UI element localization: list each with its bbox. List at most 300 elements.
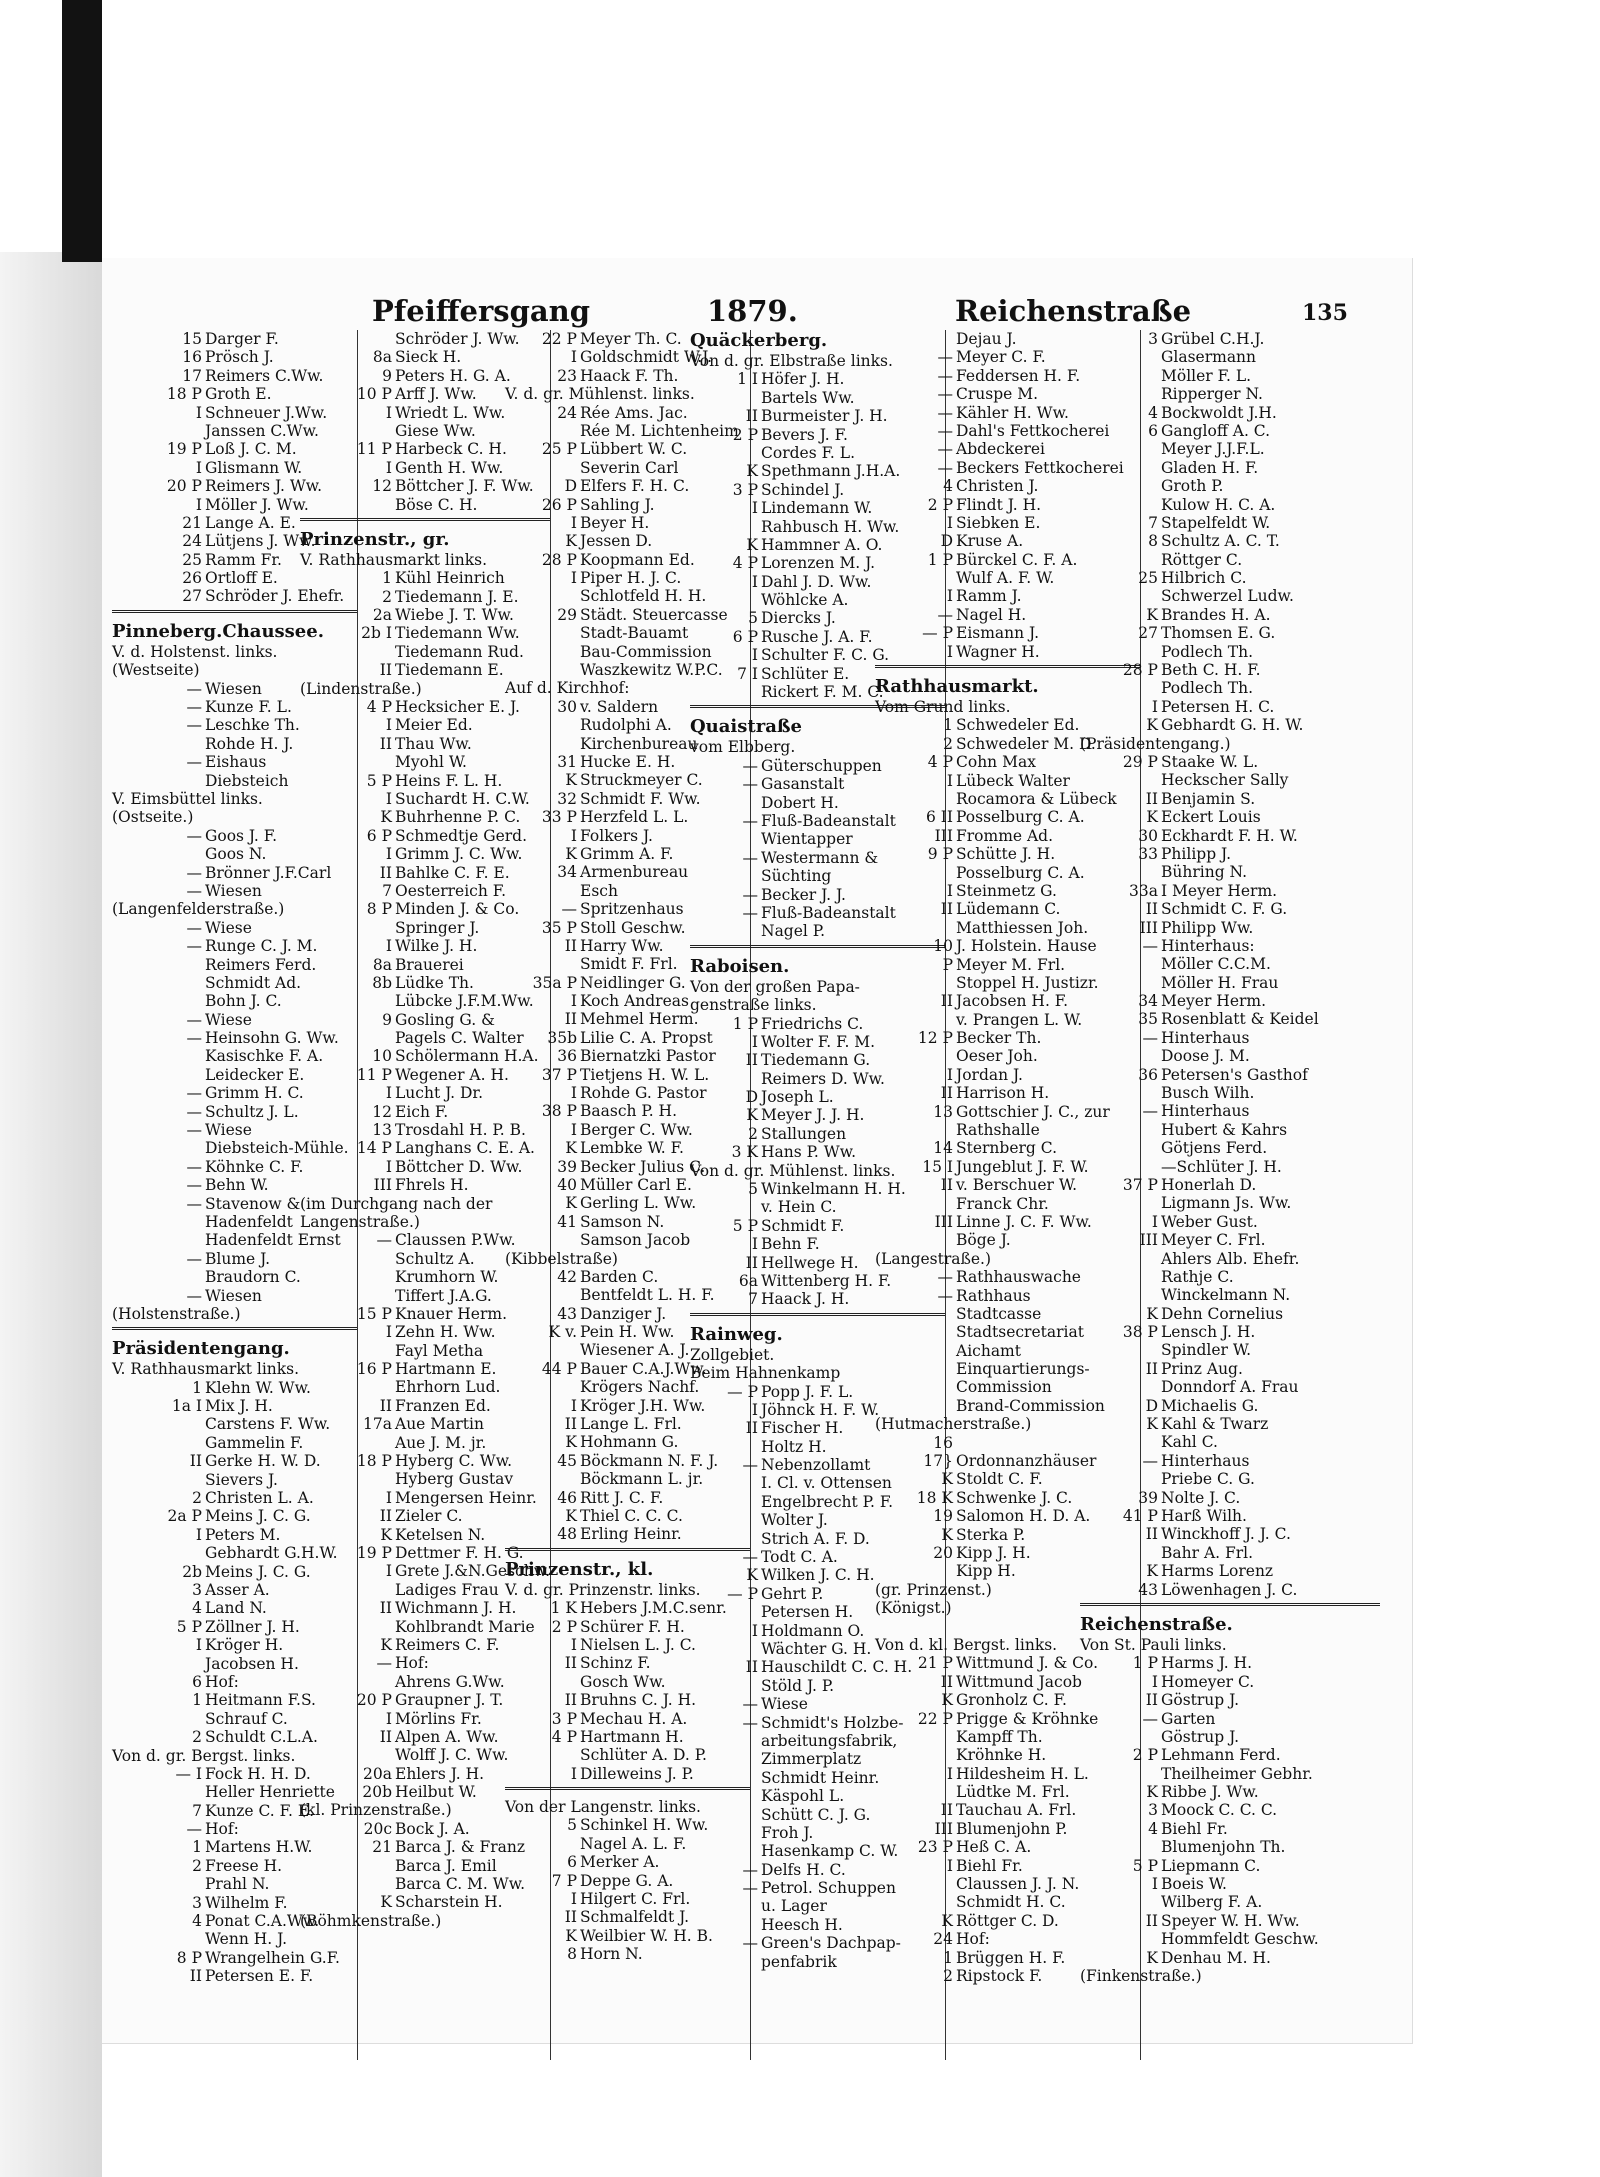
resident-name: Barca J. & Franz [395,1838,526,1857]
resident-name: Suchardt H. C.W. [395,789,530,808]
house-number [690,1438,758,1456]
house-number: I [570,513,577,532]
house-number [505,1378,577,1396]
house-number: 38 P [1122,1323,1158,1342]
resident-name: Schwerzel Ludw. [1161,587,1294,606]
resident-name: Jacobsen H. F. [956,992,1069,1011]
resident-name: Darger F. [205,330,279,348]
resident-name: Wiese [205,918,252,937]
resident-name [953,1618,956,1636]
resident-name: Kohlbrandt Marie [395,1617,535,1636]
resident-name: Meyer Herm. [1161,992,1267,1011]
resident-name: Petersen H. [761,1603,854,1622]
directory-entry [1080,624,1380,642]
house-number: K [1146,808,1158,827]
house-number: 5 P [366,771,392,790]
house-number: II [745,407,758,426]
resident-name: Aichamt [956,1341,1021,1360]
page-edge-shadow [0,252,102,2177]
resident-name: Barca J. Emil [395,1856,497,1875]
house-number: 2a P [167,1507,202,1526]
house-number: 7 [192,1801,202,1820]
directory-entry [1080,1415,1380,1433]
house-number [505,1341,577,1359]
resident-name: Speyer W. H. Ww. [1161,1911,1300,1930]
house-number: I [946,587,953,606]
directory-entry [1080,1489,1380,1507]
resident-name: Hilbrich C. [1161,569,1247,588]
resident-name: Ehlers J. H. [395,1764,485,1783]
resident-name: Wiesen [205,679,262,698]
house-number [505,422,577,440]
house-number: II [564,1010,577,1029]
house-number: 15 I [922,1157,953,1176]
resident-name: Langhans C. E. A. [395,1139,535,1158]
resident-name: Kampff Th. [956,1727,1043,1746]
house-number [875,1323,953,1341]
directory-entry [1080,1010,1380,1028]
resident-name: Buhrhenne P. C. [395,808,521,827]
resident-name: Rathshalle [956,1121,1040,1140]
house-number: — [937,1268,953,1287]
resident-name: Becker Julius C. [580,1157,706,1176]
house-number: — [937,403,953,422]
house-number: — [1142,1451,1158,1470]
house-number: — [937,366,953,385]
resident-name: Lange A. E. [205,513,296,532]
house-number: 10 [933,937,953,956]
house-number: — [376,1654,392,1673]
directory-entry [1080,1231,1380,1249]
house-number [1080,1893,1158,1911]
house-number: 18 K [916,1488,953,1507]
house-number [300,1434,392,1452]
house-number: — [186,753,202,772]
house-number: I [385,845,392,864]
resident-name: Prinz Aug. [1161,1359,1243,1378]
directory-entry [1080,551,1380,569]
house-number: 16 P [356,1360,392,1379]
house-number: D [940,532,953,551]
resident-name: Loß J. C. M. [205,440,297,459]
resident-name: Feddersen H. F. [956,366,1081,385]
resident-name: Gehrt P. [761,1584,824,1603]
resident-name: Süchting [761,867,832,886]
house-number [1080,1433,1158,1451]
house-number: — [742,1695,758,1714]
street-heading: Rathhausmarkt. [875,676,1039,698]
resident-name: Böge J. [956,1231,1011,1250]
house-number [1080,1930,1158,1948]
house-number: 28 P [1122,661,1158,680]
resident-name: Hellwege H. [761,1253,859,1272]
house-number [690,1070,758,1088]
resident-name: Biehl Fr. [1161,1819,1228,1838]
house-number [112,1544,202,1562]
house-number [875,1195,953,1213]
resident-name: Zehn H. Ww. [395,1323,496,1342]
house-number [690,1732,758,1750]
resident-name: Dehn Cornelius [1161,1304,1284,1323]
resident-name: Hartmann H. [580,1727,684,1746]
house-number: 46 [557,1488,577,1507]
resident-name: Schürer F. H. [580,1617,685,1636]
house-number: 2 [192,1856,202,1875]
resident-name: Wilhelm F. [205,1893,288,1912]
house-number [875,919,953,937]
resident-name: Zöllner J. H. [205,1617,300,1636]
house-number [690,591,758,609]
house-number [690,922,758,940]
house-number [505,661,577,679]
resident-name: Hinterhaus [1161,1028,1250,1047]
street-heading: Quaistraße [690,716,802,738]
resident-name: Engelbrecht P. F. [761,1492,894,1511]
house-number [300,1250,392,1268]
house-number: — [186,918,202,937]
resident-name: Möller J. Ww. [205,495,309,514]
resident-name: Schütte J. H. [956,845,1056,864]
resident-name: Peters M. [205,1525,281,1544]
house-number [505,735,577,753]
house-number [1080,1268,1158,1286]
house-number: K [941,1691,953,1710]
directory-entry [1080,974,1380,992]
house-number [300,1378,392,1396]
directory-entry [1080,1820,1380,1838]
house-number: 20 P [356,1691,392,1710]
house-number: II [379,1507,392,1526]
house-number: 34 [557,863,577,882]
resident-name: Reimers J. Ww. [205,477,323,496]
resident-name: Hasenkamp C. W. [761,1842,899,1861]
directory-entry [1080,1029,1380,1047]
house-number: 37 P [1122,1175,1158,1194]
resident-name: Hommfeldt Geschw. [1161,1930,1319,1949]
resident-name: Petersen E. F. [205,1967,314,1986]
resident-name: arbeitungsfabrik, [761,1731,898,1750]
resident-name: Alpen A. Ww. [395,1727,499,1746]
house-number: 1 [192,1691,202,1710]
house-number: — [186,1102,202,1121]
house-number [875,974,953,992]
resident-name: Genth H. Ww. [395,458,504,477]
resident-name: Bühring N. [1161,863,1248,882]
resident-name: Flindt J. H. [956,495,1042,514]
house-number: II [940,1176,953,1195]
house-number [1080,955,1158,973]
resident-name: Fischer H. [761,1419,844,1438]
directory-entry [1080,955,1380,973]
house-number: I [1151,1875,1158,1894]
house-number: 2 P [1132,1746,1158,1765]
resident-name: Schultz A. C. T. [1161,532,1280,551]
house-number: I [195,495,202,514]
house-number: 12 P [917,1029,953,1048]
resident-name: Meins J. C. G. [205,1562,311,1581]
house-number [505,716,577,734]
house-number [1080,1470,1158,1488]
resident-name: Heckscher Sally [1161,771,1289,790]
resident-name: Koopmann Ed. [580,550,695,569]
resident-name: Rathje C. [1161,1267,1234,1286]
house-number [690,1824,758,1842]
house-number: II [379,734,392,753]
house-number: 24 [933,1930,953,1949]
resident-name: Kühl Heinrich [395,569,505,588]
resident-name: Posselburg C. A. [956,863,1085,882]
resident-name: Hubert & Kahrs [1161,1120,1288,1139]
house-number: 6 P [732,627,758,646]
house-number: — [742,1713,758,1732]
street-heading: Prinzenstr., gr. [300,528,450,550]
resident-name: Meins J. C. G. [205,1507,311,1526]
resident-name: Gasanstalt [761,775,845,794]
resident-name: Cordes F. L. [761,443,855,462]
house-number: 5 P [176,1617,202,1636]
house-number [1080,643,1158,661]
resident-name: Matthiessen Joh. [956,918,1089,937]
house-number: II [745,1051,758,1070]
resident-name: Baasch P. H. [580,1102,678,1121]
street-note: Von der großen Papa- [690,977,860,996]
resident-name: Piper H. J. C. [580,569,682,588]
house-number: D [1145,1396,1158,1415]
resident-name: Burmeister J. H. [761,407,888,426]
street-note: Zollgebiet. [690,1345,775,1364]
house-number: — [1142,1028,1158,1047]
house-number: I [751,646,758,665]
directory-entry [1080,440,1380,458]
house-number: — [186,881,202,900]
house-number [300,1857,392,1875]
resident-name: Blume J. [205,1249,271,1268]
resident-name: Heesch H. [761,1915,843,1934]
resident-name: Sternberg C. [956,1139,1057,1158]
house-number: — [742,756,758,775]
resident-name: Lüdtke M. Frl. [956,1783,1070,1802]
resident-name: Bauer C.A.J.Ww. [580,1359,707,1378]
resident-name: Kipp J. H. [956,1544,1031,1562]
resident-name: Schwenke J. C. [956,1488,1073,1507]
directory-entry [1080,1893,1380,1911]
resident-name: Kahl C. [1161,1433,1218,1452]
resident-name: Leschke Th. [205,716,300,735]
house-number: 1 [382,569,392,588]
house-number [300,1342,392,1360]
house-number [505,1286,577,1304]
house-number: 35b [547,1028,577,1047]
resident-name [953,1434,956,1452]
resident-name: Einquartierungs- [956,1360,1090,1379]
resident-name: Rickert F. M. C. [761,683,884,702]
house-number: II [564,936,577,955]
house-number: 35 P [541,918,577,937]
resident-name: Kröger J.H. Ww. [580,1396,706,1415]
house-number [690,1198,758,1216]
house-number: 20c [363,1819,392,1838]
directory-entry [1080,1746,1380,1764]
resident-name: Schmidt Heinr. [761,1768,880,1787]
house-number [690,1677,758,1695]
directory-entry [1080,1433,1380,1451]
resident-name: Wächter G. H. [761,1640,872,1658]
resident-name: Schindel J. [761,480,845,499]
house-number: — [186,1194,202,1213]
house-number [875,864,953,882]
resident-name: Lütjens J. Ww. [205,532,316,551]
resident-name: Behn F. [761,1235,820,1254]
house-number: 2 P [551,1617,577,1636]
resident-name: Todt C. A. [761,1548,838,1567]
house-number: — [742,811,758,830]
street-heading: Raboisen. [690,955,790,977]
house-number: 4 P [551,1727,577,1746]
resident-name: Sieck H. [395,348,462,367]
house-number: 8 P [366,900,392,919]
house-number: 1 I [737,370,758,389]
resident-name: Bevers J. F. [761,425,848,444]
resident-name: Harbeck C. H. [395,440,507,459]
resident-name: Hof: [956,1930,990,1949]
house-number: 4 P [927,753,953,772]
house-number: 8 [1148,532,1158,551]
header-right-street: Reichenstraße [955,294,1192,328]
resident-name: Stadtsecretariat [956,1323,1084,1342]
resident-name: Ripstock F. [956,1966,1043,1985]
house-number [300,1268,392,1286]
resident-name: Stoppel H. Justizr. [956,973,1099,992]
resident-name: Barden C. [580,1267,659,1286]
directory-entry [1080,1213,1380,1231]
resident-name: Franzen Ed. [395,1396,491,1415]
resident-name: Abdeckerei [956,440,1045,459]
resident-name: Biernatzki Pastor [580,1047,716,1066]
resident-name: Rusche J. A. F. [761,627,873,646]
resident-name: Commission [956,1378,1052,1397]
resident-name: Kröger H. [205,1636,284,1655]
resident-name: Pagels C. Walter [395,1029,524,1048]
house-number [300,1746,392,1764]
house-number: — [1142,1709,1158,1728]
house-number: I [570,1084,577,1103]
house-number: — [186,1820,202,1839]
house-number: 30 [557,697,577,716]
resident-name: Schröder J. Ww. [395,330,520,348]
resident-name: Hinterhaus [1161,1102,1250,1121]
house-number [300,1618,392,1636]
resident-name: Steinmetz G. [956,881,1057,900]
resident-name: Bockwoldt J.H. [1161,403,1277,422]
resident-name: Schmidt H. C. [956,1893,1066,1912]
resident-name: Thiel C. C. C. [580,1507,683,1525]
house-number: II [745,1658,758,1677]
resident-name: Harrison H. [956,1084,1050,1103]
resident-name: Bürckel C. F. A. [956,550,1078,569]
house-number: 6 II [925,808,953,827]
resident-name: Beth C. H. F. [1161,661,1261,680]
resident-name: Krumhorn W. [395,1268,499,1287]
house-number [300,1287,392,1305]
resident-name: Merker A. [580,1853,660,1872]
house-number [505,459,577,477]
house-number: I [195,403,202,422]
resident-name: Moock C. C. C. [1161,1801,1278,1820]
street-note: V. Rathhausmarkt links. [300,550,488,569]
directory-entry [1080,1470,1380,1488]
resident-name: Böttcher J. F. Ww. [395,477,534,496]
resident-name: Trosdahl H. P. B. [395,1121,526,1140]
resident-name: Hof: [395,1654,429,1673]
directory-entry [1080,1341,1380,1359]
resident-name: v. Berschuer W. [956,1176,1078,1195]
resident-name: Tiedemann Rud. [395,642,524,661]
directory-entry [1080,1544,1380,1562]
resident-name: Holdmann O. [761,1621,865,1640]
resident-name: Wiesen [205,1286,262,1305]
resident-name: Claussen J. J. N. [956,1875,1080,1894]
house-number: I [570,1635,577,1654]
resident-name: Dilleweins J. P. [580,1764,694,1783]
house-number: K [380,1525,392,1544]
house-number [112,1415,202,1433]
resident-name: Hucke E. H. [580,752,676,771]
house-number: 3 K [731,1143,758,1162]
directory-entry [1080,1305,1380,1323]
house-number: I [1151,1212,1158,1231]
house-number: 2 [748,1124,758,1143]
resident-name: Sahling J. [580,495,655,514]
house-number: K [746,1106,758,1125]
resident-name: Gerling L. Ww. [580,1194,697,1213]
house-number [112,1066,202,1084]
house-number [875,1121,953,1139]
resident-name: Gosling G. & [395,1010,495,1029]
resident-name: Grimm J. C. Ww. [395,845,523,864]
resident-name: Bau-Commission [580,642,712,661]
directory-entry [1080,1801,1380,1819]
resident-name: Löwenhagen J. C. [1161,1580,1298,1599]
house-number [1080,477,1158,495]
house-number: — [186,1029,202,1048]
street-note: (Böhmkenstraße.) [300,1911,442,1930]
resident-name: Zieler C. [395,1507,463,1526]
resident-name: Groth P. [1161,477,1224,496]
house-number [690,1787,758,1805]
house-number [690,444,758,462]
resident-name: Christen L. A. [205,1489,314,1508]
resident-name: Wrangelhein G.F. [205,1948,340,1967]
resident-name: Grimm A. F. [580,844,674,863]
resident-name: Runge C. J. M. [205,937,318,956]
house-number [505,1835,577,1853]
resident-name: Severin Carl [580,458,679,477]
resident-name: Waszkewitz W.P.C. [580,661,723,680]
resident-name: Carstens F. Ww. [205,1415,331,1434]
resident-name: Nagel A. L. F. [580,1834,687,1853]
directory-entry [1080,1507,1380,1525]
street-note: Von d. gr. Bergst. links. [112,1746,296,1765]
resident-name: Wilberg F. A. [1161,1893,1263,1912]
resident-name: Schultz J. L. [205,1102,299,1121]
house-number [875,1875,953,1893]
house-number: 20 P [166,477,202,496]
resident-name: Möller C.C.M. [1161,955,1271,974]
resident-name: Hinterhaus: [1161,936,1255,955]
house-number: — P [727,1584,758,1603]
house-number: 1 [943,716,953,735]
resident-name: Oeser Joh. [956,1047,1038,1066]
